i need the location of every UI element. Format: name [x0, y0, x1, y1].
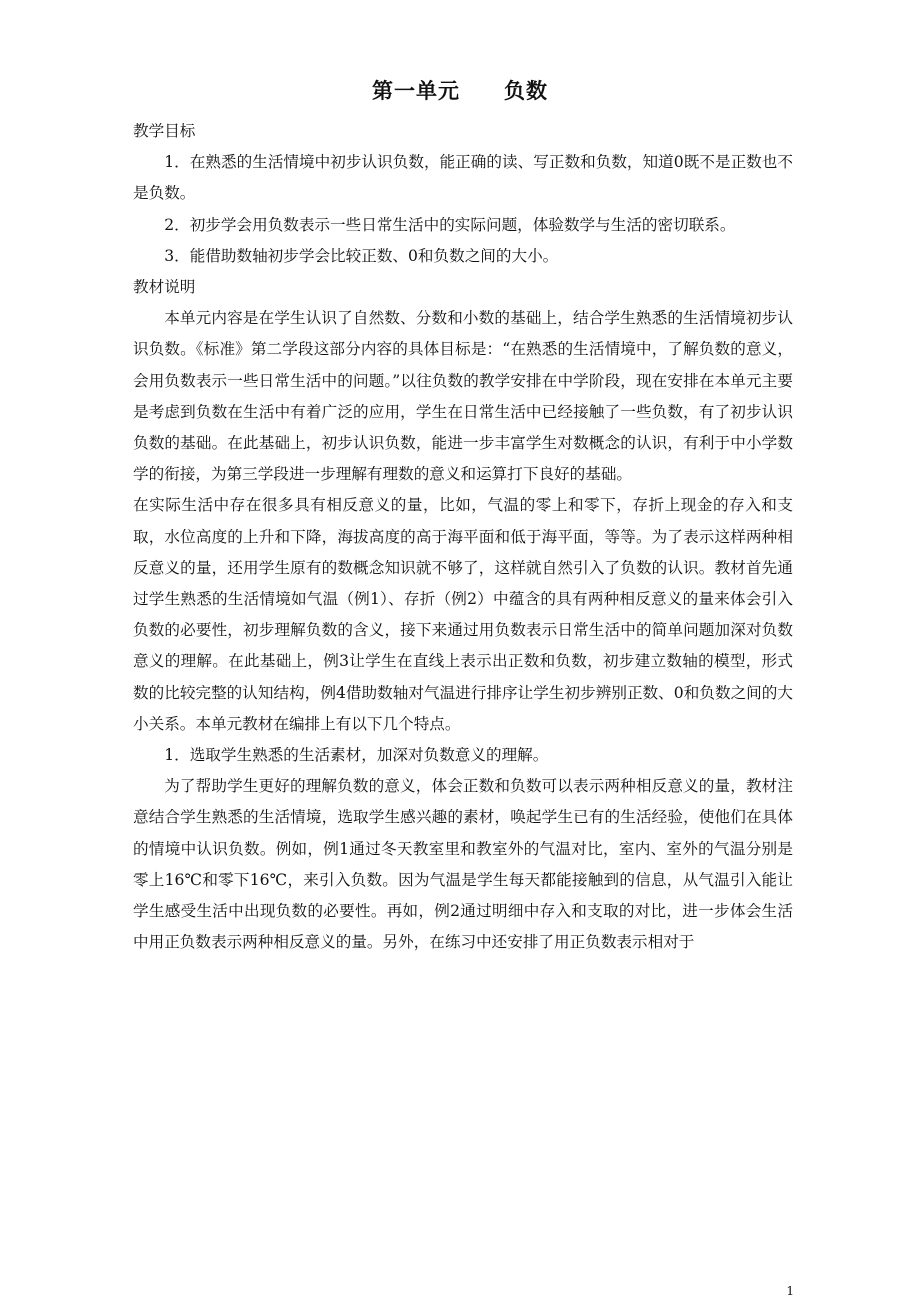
goal-item-1: 1．在熟悉的生活情境中初步认识负数，能正确的读、写正数和负数，知道0既不是正数也不是负数。 — [133, 153, 793, 203]
material-paragraph-2: 在实际生活中存在很多具有相反意义的量，比如，气温的零上和零下，存折上现金的存入和支取，水位高度的上升和下降，海拔高度的高于海平面和低于海平面，等等。为了表示这样两种相反意义的量，还用学生原有的数概念知识就不够了，这样就自然引入了负数的认识。教材首先通过学生熟悉的生活情境如气温（例1）、存折（例2）中蕴含的具有两种相反意义的量来体会引入负数的必要性，初步理解负数的含义，接下来通过用负数表示日常生活中的简单问题加深对负数意义的理解。在此基础上，例3让学生在直线上表示出正数和负数，初步建立数轴的模型，形式数的比较完整的认知结构，例4借助数轴对气温进行排序让学生初步辨别正数、0和负数之间的大小关系。本单元教材在编排上有以下几个特点。 — [133, 496, 793, 733]
material-paragraph-3: 为了帮助学生更好的理解负数的意义，体会正数和负数可以表示两种相反意义的量，教材注意结合学生熟悉的生活情境，选取学生感兴趣的素材，唤起学生已有的生活经验，使他们在具体的情境中认识负数。例如，例1通过冬天教室里和教室外的气温对比，室内、室外的气温分别是零上16℃和零下16℃，来引入负数。因为气温是学生每天都能接触到的信息，从气温引入能让学生感受生活中出现负数的必要性。再如，例2通过明细中存入和支取的对比，进一步体会生活中用正负数表示两种相反意义的量。另外，在练习中还安排了用正负数表示相对于 — [133, 777, 793, 952]
goal-item-2: 2．初步学会用负数表示一些日常生活中的实际问题，体验数学与生活的密切联系。 — [164, 215, 736, 234]
page-number: 1 — [786, 1284, 794, 1298]
material-paragraph-1: 本单元内容是在学生认识了自然数、分数和小数的基础上，结合学生熟悉的生活情境初步认识负数。《标准》第二学段这部分内容的具体目标是：“在熟悉的生活情境中，了解负数的意义，会用负数表示一些日常生活中的问题。”以往负数的教学安排在中学阶段，现在安排在本单元主要是考虑到负数在生活中有着广泛的应用，学生在日常生活中已经接触了一些负数，有了初步认识负数的基础。在此基础上，初步认识负数，能进一步丰富学生对数概念的认识，有利于中小学数学的衔接，为第三学段进一步理解有理数的意义和运算打下良好的基础。 — [133, 309, 793, 484]
material-feature-1: 1．选取学生熟悉的生活素材，加深对负数意义的理解。 — [164, 746, 549, 765]
section-heading-material-notes: 教材说明 — [133, 278, 196, 297]
document-body — [133, 116, 793, 958]
section-heading-teaching-goals: 教学目标 — [133, 122, 196, 140]
page-title: 第一单元 负数 — [372, 78, 548, 103]
goal-item-3: 3．能借助数轴初步学会比较正数、0和负数之间的大小。 — [164, 246, 559, 265]
